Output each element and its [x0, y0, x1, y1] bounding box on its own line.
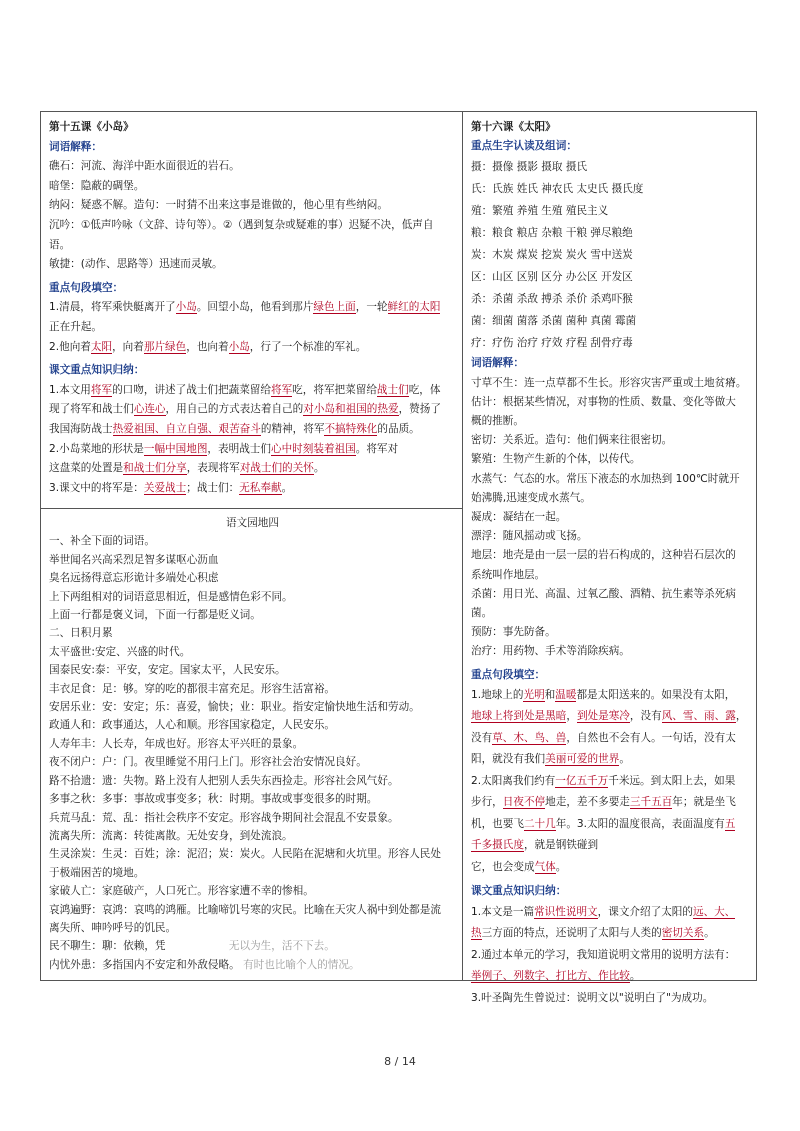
idiom-line: 多事之秋：多事：事故或事变多；秋：时期。事故或事变很多的时期。: [49, 793, 378, 806]
idiom-line: 生灵涂炭：生灵：百姓；涂：泥沼；炭：炭火。人民陷在泥塘和火坑里。形容人民处: [49, 848, 441, 861]
char-entry: 摄：摄像 摄影 摄取 摄氏: [471, 161, 588, 174]
sentence-text: ，自然也不会有人。一句话，没有太: [566, 731, 736, 744]
highlighted-answer: 不搞特殊化: [324, 422, 378, 435]
lesson16-fill-2b: [471, 792, 750, 814]
lesson15-vocab-heading: 词语解释：: [49, 140, 102, 153]
garden4-line-neiyouwaihuan-b: 有时也比喻个人的情况。: [243, 958, 360, 971]
sentence-text: ，向着: [112, 340, 144, 353]
sentence-text: ，行了一个标准的军礼。: [249, 340, 367, 353]
sentence-text: 。回望小岛，他看到那片: [196, 301, 314, 314]
highlighted-answer: 一幅中国地图: [143, 442, 208, 455]
lesson16-fill-2d: [471, 835, 750, 857]
sentence-text: 。: [704, 927, 715, 940]
lesson15-fill-1-cont: 正在升起。: [49, 320, 102, 333]
vocab-entry: 礁石：河流、海洋中距水面很近的岩石。: [49, 160, 240, 173]
garden4-title: 语文园地四: [226, 517, 279, 529]
garden4-line-minbuliaosheng: [49, 937, 456, 955]
vocab-entry: 纳闷：疑惑不解。造句：一时猜不出来这事是谁做的，他心里有些纳闷。: [49, 199, 388, 212]
sentence-text: 地走，差不多要走: [545, 796, 630, 809]
highlighted-answer: 和战士们分享: [123, 462, 187, 475]
sentence-text: 。将军对: [355, 442, 399, 455]
lesson16-summary-heading: 课文重点知识归纳：: [471, 885, 567, 898]
highlighted-answer: 鲜红的太阳: [387, 301, 441, 314]
lesson16-fill-2a: [471, 771, 750, 793]
idiom-line: 上下两组相对的词语意思相近，但是感情色彩不同。: [49, 590, 293, 603]
char-entry: 炭：木炭 煤炭 挖炭 炭火 雪中送炭: [471, 249, 633, 262]
garden4-line-minbuliaosheng-b: 无以为生，活不下去。: [228, 940, 335, 953]
lesson15-summary-1a: [49, 381, 456, 401]
lesson15-summary-1b: [49, 400, 456, 420]
garden4-lines: [49, 532, 456, 937]
idiom-line: 于极端困苦的境地。: [49, 866, 145, 879]
sentence-text: 年。3.太阳的温度很高，表面温度有: [555, 817, 725, 830]
sentence-text: ，也向着: [186, 340, 229, 353]
vocab-entry: 系统叫作地层。: [471, 568, 546, 581]
sentence-text: 1.清晨，将军乘快艇离开了: [49, 301, 176, 314]
sentence-text: 2.他向着: [49, 340, 91, 353]
highlighted-answer: 心中时刻装着祖国: [270, 442, 356, 455]
char-entry: 粮：粮食 粮店 杂粮 干粮 弹尽粮绝: [471, 227, 633, 240]
sentence-text: ，: [735, 710, 747, 723]
sentence-text: 。: [313, 462, 325, 475]
lesson16-summary-1a: [471, 902, 750, 924]
lesson16-fill-2c: [471, 814, 750, 836]
lesson16-fill-heading: 重点句段填空：: [471, 668, 546, 681]
vocab-entry: 敏捷：(动作、思路等）迅速而灵敏。: [49, 258, 223, 271]
lesson16-fill-1a: [471, 685, 750, 707]
lesson16-summary-2a: 2.通过本单元的学习，我知道说明文常用的说明方法有：: [471, 948, 736, 961]
vocab-entry: 语。: [49, 238, 71, 251]
highlighted-answer: 千多摄氏度: [471, 839, 524, 852]
highlighted-answer: 二十几: [523, 817, 556, 830]
highlighted-answer: 太阳: [90, 340, 113, 353]
highlighted-answer: 光明: [523, 688, 545, 701]
vocab-entry: 寸草不生：连一点草都不生长。形容灾害严重或土地贫瘠。: [471, 376, 747, 389]
highlighted-answer: 气体: [534, 860, 556, 873]
idiom-line: 路不拾遗：遗：失物。路上没有人把别人丢失东西捡走。形容社会风气好。: [49, 774, 399, 787]
sentence-text: 我国海防战士: [49, 422, 113, 435]
idiom-line: 夜不闭户：户：门。夜里睡觉不用闩上门。形容社会治安情况良好。: [49, 756, 367, 769]
sentence-text: 1.本文用: [49, 383, 91, 396]
lesson15-fill-heading: 重点句段填空：: [49, 281, 124, 294]
garden4-line-neiyouwaihuan-a: 内忧外患：多指国内不安定和外敌侵略。: [49, 958, 240, 971]
vocab-entry: 预防：事先防备。: [471, 626, 556, 639]
highlighted-answer: 战士们: [376, 383, 409, 396]
vocab-entry: 密切：关系近。造句：他们俩来往很密切。: [471, 434, 673, 447]
lesson15-fill-2: [49, 338, 456, 358]
sentence-text: 。: [555, 860, 567, 873]
vocab-entry: 治疗：用药物、手术等消除疾病。: [471, 645, 630, 658]
idiom-line: 政通人和：政事通达，人心和顺。形容国家稳定，人民安乐。: [49, 719, 336, 732]
sentence-text: 1.地球上的: [471, 688, 524, 701]
vocab-entry: 暗堡：隐蔽的碉堡。: [49, 179, 145, 192]
idiom-line: 二、日积月累: [49, 627, 113, 640]
sentence-text: 3.课文中的将军是：: [49, 481, 144, 494]
char-entry: 区：山区 区别 区分 办公区 开发区: [471, 271, 633, 284]
vocab-entry: 估计：根据某些情况，对事物的性质、数量、变化等做大: [471, 395, 736, 408]
vocab-entry: 沉吟：①低声吟咏（文辞、诗句等）。②（遇到复杂或疑难的事）迟疑不决，低声自: [49, 218, 434, 231]
idiom-line: 家破人亡：家庭破产，人口死亡。形容家遭不幸的惨相。: [49, 885, 314, 898]
idiom-line: 丰衣足食：足：够。穿的吃的都很丰富充足。形容生活富裕。: [49, 682, 336, 695]
lesson15-summary-heading: 课文重点知识归纳：: [49, 364, 145, 377]
sentence-text: 2.太阳离我们约有: [471, 774, 556, 787]
idiom-line: 一、补全下面的词语。: [49, 535, 155, 548]
sentence-text: ，用自己的方式表达着自己的: [165, 403, 304, 416]
highlighted-answer: 无私奉献: [239, 481, 282, 494]
sentence-text: 千米远。到太阳上去，如果: [608, 774, 736, 787]
sentence-text: 吃，将军把菜留给: [292, 383, 377, 396]
highlighted-answer: 那片绿色: [143, 340, 187, 353]
char-entry: 氏：氏族 姓氏 神农氏 太史氏 摄氏度: [471, 183, 644, 196]
garden4-line-neiyouwaihuan: [49, 956, 456, 974]
sentence-text: ；战士们：: [186, 481, 240, 494]
sentence-text: 都是太阳送来的。如果没有太阳，: [576, 688, 736, 701]
lesson16-vocab-list: [471, 374, 750, 662]
highlighted-answer: 五: [724, 817, 736, 830]
idiom-line: 上面一行都是褒义词，下面一行都是贬义词。: [49, 609, 261, 622]
highlighted-answer: 密切关系: [661, 927, 705, 940]
sentence-text: 。: [629, 970, 641, 983]
highlighted-answer: 小岛: [228, 340, 250, 353]
highlighted-answer: 日夜不停: [502, 796, 546, 809]
highlighted-answer: 心连心: [133, 403, 166, 416]
sentence-text: 的品质。: [377, 422, 420, 435]
sentence-text: ，赞扬了: [398, 403, 441, 416]
lesson15-cell: [41, 112, 462, 508]
highlighted-answer: 美丽可爱的世界: [545, 753, 620, 766]
idiom-line: 太平盛世:安定、兴盛的时代。: [49, 645, 191, 658]
vocab-entry: 繁殖：生物产生新的个体，以传代。: [471, 453, 641, 466]
sentence-text: 没有: [471, 731, 493, 744]
char-entry: 杀：杀菌 杀敌 搏杀 杀价 杀鸡吓猴: [471, 293, 633, 306]
lesson16-chars-list: [471, 156, 750, 354]
highlighted-answer: 对战士们的关怀: [239, 462, 314, 475]
vocab-entry: 漂浮：随风摇动或飞扬。: [471, 530, 588, 543]
lesson16-fill-1d: [471, 749, 750, 771]
sentence-text: 年；就是坐飞: [672, 796, 736, 809]
highlighted-answer: 常识性说明文: [534, 905, 598, 918]
lesson15-summary-3: [49, 479, 456, 499]
sentence-text: ，没有: [629, 710, 662, 723]
vocab-entry: 凝成：凝结在一起。: [471, 511, 567, 524]
sentence-text: ，表明战士们: [207, 442, 271, 455]
highlighted-answer: 将军: [90, 383, 113, 396]
vocab-entry: 概的推断。: [471, 415, 524, 428]
lesson15-summary-2a: [49, 440, 456, 460]
sentence-text: 和: [544, 688, 556, 701]
highlighted-answer: 热爱祖国、自立自强、艰苦奋斗: [112, 422, 261, 435]
vocab-entry: 始沸腾,迅速变成水蒸气。: [471, 491, 591, 504]
idiom-line: 兵荒马乱：荒、乱：指社会秩序不安定。形容战争期间社会混乱不安景象。: [49, 811, 399, 824]
sentence-text: 三方面的特点，还说明了太阳与人类的: [481, 927, 662, 940]
highlighted-answer: 远、大、: [692, 905, 736, 918]
sentence-text: ，一轮: [355, 301, 388, 314]
lesson16-vocab-heading: 词语解释：: [471, 357, 524, 370]
idiom-line: 哀鸿遍野：哀鸿：哀鸣的鸿雁。比喻啼饥号寒的灾民。比喻在天灾人祸中到处都是流: [49, 903, 441, 916]
vocab-entry: 菌。: [471, 607, 493, 620]
char-entry: 菌：细菌 菌落 杀菌 菌种 真菌 霉菌: [471, 315, 637, 328]
lesson16-fill-2e: [471, 857, 750, 879]
highlighted-answer: 到处是寒冷: [576, 710, 630, 723]
sentence-text: 的口吻，讲述了战士们把蔬菜留给: [112, 383, 271, 396]
idiom-line: 安居乐业：安：安定；乐：喜爱，愉快；业：职业。指安定愉快地生活和劳动。: [49, 701, 420, 714]
idiom-line: 臭名远扬得意忘形诡计多端处心积虑: [49, 572, 219, 585]
lesson15-vocab-list: [49, 157, 456, 275]
highlighted-answer: 草、木、鸟、兽: [492, 731, 567, 744]
lesson16-summary-3: 3.叶圣陶先生曾说过：说明文以"说明白了"为成功。: [471, 991, 714, 1004]
garden4-cell: [41, 509, 462, 980]
highlighted-answer: 关爱战士: [143, 481, 187, 494]
highlighted-answer: 举例子、列数字、打比方、作比较: [471, 970, 630, 983]
vocab-entry: 杀菌：用日光、高温、过氧乙酸、酒精、抗生素等杀死病: [471, 587, 736, 600]
highlighted-answer: 风、雪、雨、露: [661, 710, 736, 723]
idiom-line: 举世闻名兴高采烈足智多谋呕心沥血: [49, 553, 219, 566]
sentence-text: 这盘菜的处置是: [49, 462, 124, 475]
idiom-line: 流离失所：流离：转徙离散。无处安身，到处流浪。: [49, 829, 293, 842]
sentence-text: 吃，体: [408, 383, 441, 396]
lesson15-fill-1: [49, 298, 456, 318]
sentence-text: 机，也要飞: [471, 817, 524, 830]
lesson16-fill-1c: [471, 728, 750, 750]
idiom-line: 国泰民安:泰：平安，安定。国家太平，人民安乐。: [49, 664, 286, 677]
content-table: [40, 111, 757, 1004]
sentence-text: ，就是钢铁碰到: [523, 839, 599, 852]
sentence-text: ，表现将军: [186, 462, 240, 475]
char-entry: 殖：繁殖 养殖 生殖 殖民主义: [471, 205, 609, 218]
sentence-text: 现了将军和战士们: [49, 403, 134, 416]
lesson15-summary-2b: [49, 459, 456, 479]
highlighted-answer: 绿色上面: [313, 301, 356, 314]
sentence-text: 。: [281, 481, 293, 494]
sentence-text: ，课文介绍了太阳的: [597, 905, 693, 918]
sentence-text: 1.本文是一篇: [471, 905, 535, 918]
sentence-text: 的精神，将军: [260, 422, 325, 435]
highlighted-answer: 地球上将到处是黑暗: [471, 710, 567, 723]
idiom-line: 人寿年丰：人长寿，年成也好。形容太平兴旺的景象。: [49, 737, 304, 750]
highlighted-answer: 一亿五千万: [555, 774, 609, 787]
highlighted-answer: 对小岛和祖国的热爱: [303, 403, 399, 416]
lesson16-chars-heading: 重点生字认读及组词：: [471, 140, 577, 153]
sentence-text: ，: [566, 710, 577, 723]
lesson16-summary-2b: [471, 966, 750, 988]
lesson16-cell: [463, 112, 756, 1004]
lesson16-summary-1b: [471, 923, 750, 945]
highlighted-answer: 将军: [270, 383, 293, 396]
lesson16-fill-1b: [471, 706, 750, 728]
sentence-text: 阳，就没有我们: [471, 753, 546, 766]
garden4-line-minbuliaosheng-a: 民不聊生：聊：依赖，凭: [49, 940, 166, 953]
lesson15-title: 第十五课《小岛》: [49, 121, 134, 133]
highlighted-answer: 热: [471, 927, 482, 940]
highlighted-answer: 三千五百: [629, 796, 673, 809]
idiom-line: 离失所、呻吟呼号的饥民。: [49, 921, 177, 934]
vocab-entry: 地层：地壳是由一层一层的岩石构成的，这种岩石层次的: [471, 549, 736, 562]
highlighted-answer: 温暖: [555, 688, 577, 701]
highlighted-answer: 小岛: [175, 301, 197, 314]
page-number: 8 / 14: [384, 1055, 416, 1068]
lesson16-title: 第十六课《太阳》: [471, 121, 556, 133]
lesson15-summary-1c: [49, 420, 456, 440]
sentence-text: 它，也会变成: [471, 860, 535, 873]
sentence-text: 。: [619, 753, 630, 766]
sentence-text: 步行，: [471, 796, 503, 809]
sentence-text: 2.小岛菜地的形状是: [49, 442, 144, 455]
char-entry: 疗：疗伤 治疗 疗效 疗程 刮骨疗毒: [471, 337, 633, 350]
vocab-entry: 水蒸气：气态的水。常压下液态的水加热到 100℃时就开: [471, 472, 740, 485]
